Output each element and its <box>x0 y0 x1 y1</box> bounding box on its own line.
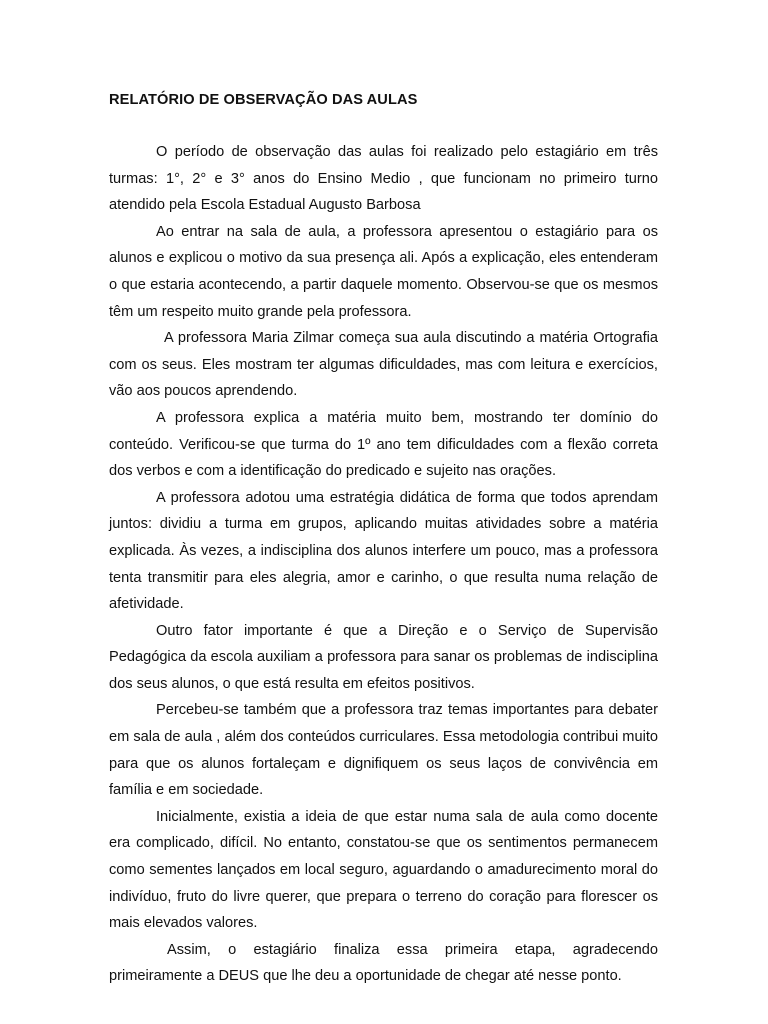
paragraph-6: Outro fator importante é que a Direção e o Serviço de Supervisão Pedagógica da escola auxiliam a professora para sanar os problemas de indisciplina dos seus alunos, o que está resulta em efeitos positivos. <box>109 622 658 692</box>
paragraph-1: O período de observação das aulas foi realizado pelo estagiário em três turmas: 1°, 2° e 3° anos do Ensino Medio , que funcionam no primeiro turno atendido pela Escola Estadual Augusto Barbosa <box>109 144 658 214</box>
paragraph-4: A professora explica a matéria muito bem, mostrando ter domínio do conteúdo. Verificou-se que turma do 1º ano tem dificuldades com a flexão correta dos verbos e com a identificação do predicado e sujeito nas orações. <box>109 409 658 480</box>
document-body <box>109 139 658 990</box>
paragraph-5: A professora adotou uma estratégia didática de forma que todos aprendam juntos: dividiu a turma em grupos, aplicando muitas atividades sobre a matéria explicada. Às vezes, a indisciplina dos alunos interfere um pouco, mas a professora tenta transmitir para eles alegria, amor e carinho, o que resulta numa relação de afetividade. <box>109 489 658 613</box>
paragraph-9: Assim, o estagiário finaliza essa primeira etapa, agradecendo primeiramente a DEUS que lhe deu a oportunidade de chegar até nesse ponto. <box>109 941 658 985</box>
document-page <box>109 90 658 990</box>
paragraph-7: Percebeu-se também que a professora traz temas importantes para debater em sala de aula , além dos conteúdos curriculares. Essa metodologia contribui muito para que os alunos fortaleçam e dignifiquem os seus laços de convivência em família e em sociedade. <box>109 702 658 799</box>
document-title: RELATÓRIO DE OBSERVAÇÃO DAS AULAS <box>109 92 418 108</box>
paragraph-3: A professora Maria Zilmar começa sua aula discutindo a matéria Ortografia com os seus. Eles mostram ter algumas dificuldades, mas com leitura e exercícios, vão aos poucos aprendendo. <box>109 330 658 400</box>
paragraph-8: Inicialmente, existia a ideia de que estar numa sala de aula como docente era complicado, difícil. No entanto, constatou-se que os sentimentos permanecem como sementes lançados em local seguro, aguardando o amadurecimento moral do indivíduo, fruto do livre querer, que prepara o terreno do coração para florescer os mais elevados valores. <box>109 808 658 932</box>
paragraph-2: Ao entrar na sala de aula, a professora apresentou o estagiário para os alunos e explicou o motivo da sua presença ali. Após a explicação, eles entenderam o que estaria acontecendo, a partir daquele momento. Observou-se que os mesmos têm um respeito muito grande pela professora. <box>109 223 658 320</box>
